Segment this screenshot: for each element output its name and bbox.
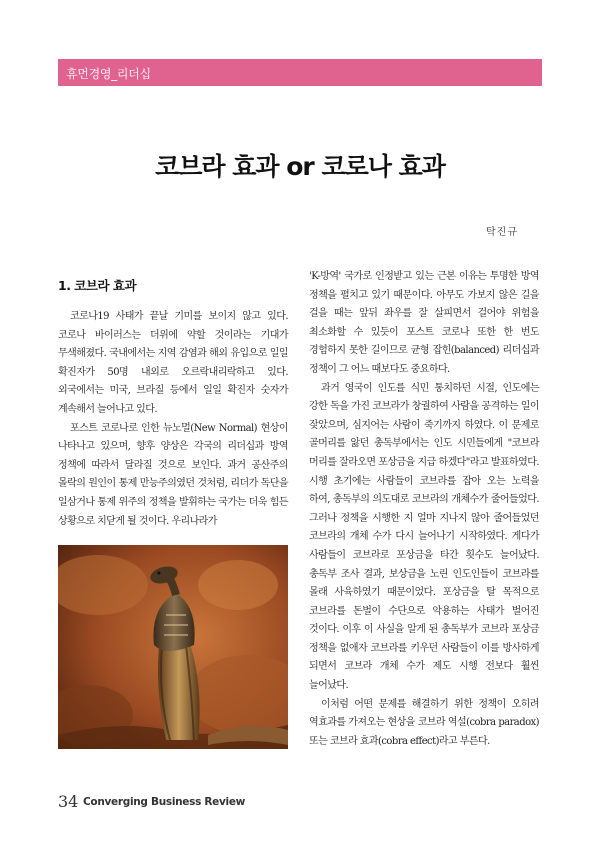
body-paragraph: 코로나19 사태가 끝날 기미를 보이지 않고 있다. 코로나 바이러스는 더위에 약할 것이라는 기대가 무색해졌다. 국내에서는 지역 감염과 해외 유입으로 일일 확진자가 50명 내외로 오르락내리락하고 있다. 외국에서는 미국, 브라질 등에서 일일 확진자 숫자가 계속해서 늘어나고 있다. xyxy=(58,311,288,415)
article-title: 코브라 효과 or 코로나 효과 xyxy=(155,152,445,181)
right-column xyxy=(309,268,539,751)
section-heading: 1. 코브라 효과 xyxy=(58,278,137,293)
body-paragraph: 'K-방역' 국가로 인정받고 있는 근본 이유는 투명한 방역 정책을 펼치고 있기 때문이다. 아무도 가보지 않은 길을 걸을 때는 앞뒤 좌우를 잘 살피면서 걸어야 위험을 최소화할 수 있듯이 포스트 코로나 또한 한 번도 경험하지 못한 길이므로 균형 잡힌(balanced) 리더십과 정책이 그 어느 때보다도 중요하다. xyxy=(309,271,539,375)
body-paragraph: 과거 영국이 인도를 식민 통치하던 시절, 인도에는 강한 독을 가진 코브라가 창궐하여 사람을 공격하는 일이 잦았으며, 심지어는 사람이 죽기까지 하였다. 이 문제로 골머리를 앓던 총독부에서는 인도 시민들에게 "코브라 머리를 잘라오면 포상금을 지급 하겠다"라고 발표하였다. 시행 초기에는 사람들이 코브라를 잡아 오는 노력을 하여, 총독부의 의도대로 코브라의 개체수가 줄어들었다. 그러나 정책을 시행한 지 얼마 지나지 않아 줄어들었던 코브라의 개체 수가 다시 늘어나기 시작하였다. 게다가 사람들이 코브라로 포상금을 타간 횟수도 늘어났다. 총독부 조사 결과, 보상금을 노린 인도인들이 코브라를 몰래 사육하였기 때문이었다. 포상금을 탈 목적으로 코브라를 돈벌이 수단으로 악용하는 사태가 벌어진 것이다. 이후 이 사실을 알게 된 총독부가 코브라 포상금 정책을 없애자 코브라를 키우던 사람들이 이를 방사하게 되면서 코브라 개체 수가 제도 시행 전보다 훨씬 늘어났다. xyxy=(309,382,539,692)
body-paragraph: 포스트 코로나로 인한 뉴노멀(New Normal) 현상이 나타나고 있으며, 향후 양상은 각국의 리더십과 방역 정책에 따라서 달라질 것으로 보인다. 과거 공산주의 몰락의 원인이 통제 만능주의였던 것처럼, 리더가 독단을 일삼거나 통제 위주의 정책을 발휘하는 국가는 더욱 힘든 상황으로 치닫게 될 것이다. 우리나라가 xyxy=(58,422,288,527)
left-column xyxy=(58,268,288,531)
page-number: 34 xyxy=(58,792,79,811)
body-paragraph: 이처럼 어떤 문제를 해결하기 위한 정책이 오히려 역효과를 가져오는 현상을 코브라 역설(cobra paradox) 또는 코브라 효과(cobra effect)라고 부른다. xyxy=(309,698,539,747)
category-label: 휴먼경영_리더십 xyxy=(66,67,151,81)
author-name: 탁진규 xyxy=(486,227,518,238)
publication-name: Converging Business Review xyxy=(83,796,246,808)
cobra-photo xyxy=(58,545,288,749)
category-banner xyxy=(58,59,542,86)
